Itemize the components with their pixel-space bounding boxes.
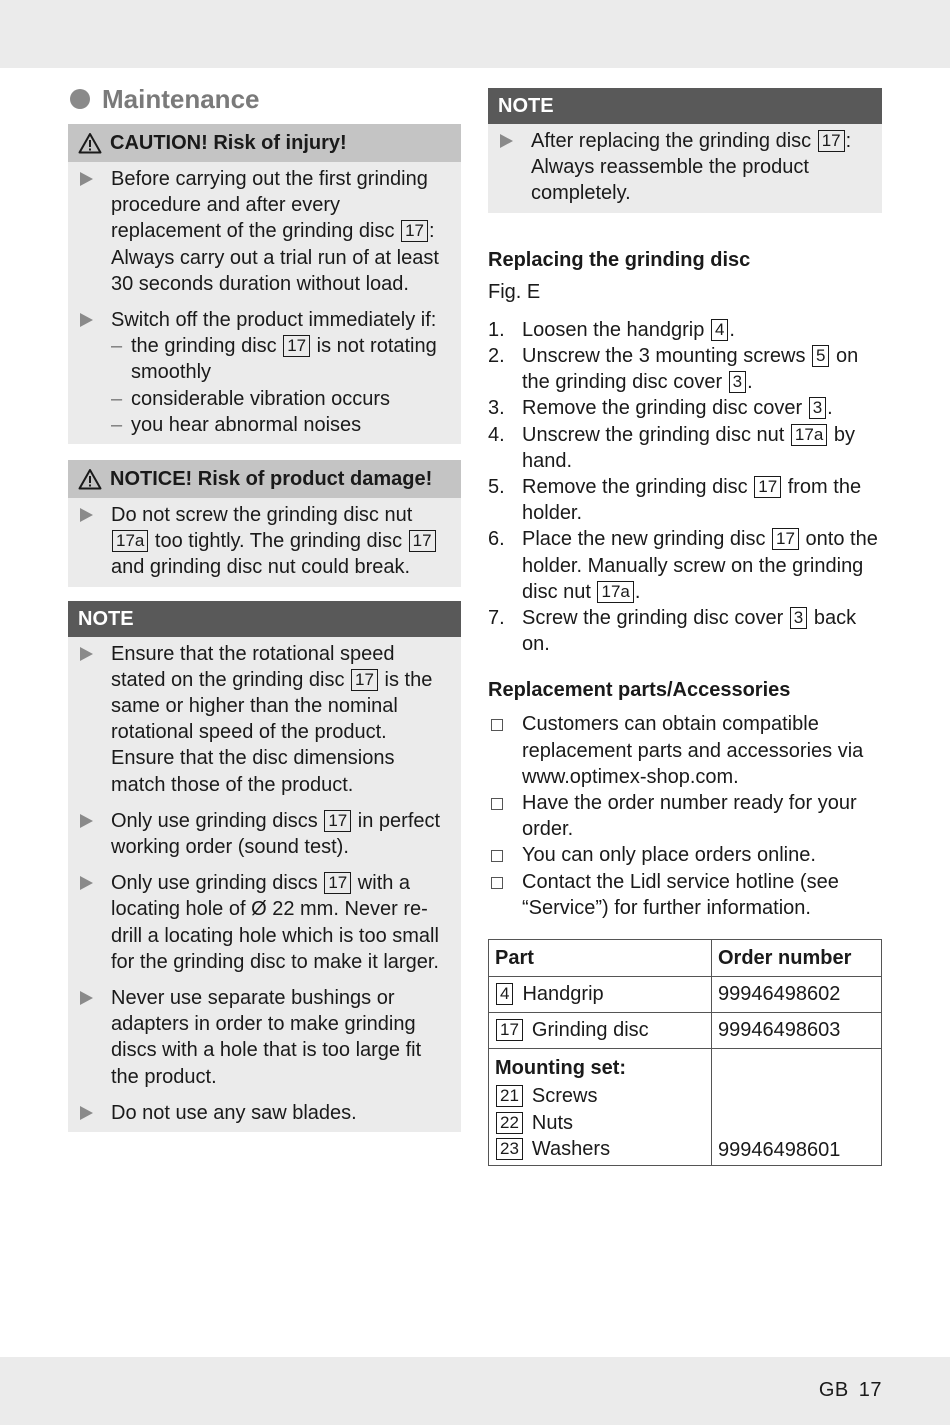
ref-number: 5 (812, 345, 829, 367)
parts-item: You can only place orders online. (488, 842, 882, 868)
caution-bullet: Switch off the product immediately if: – the grinding disc 17 is not rotating smoothly – considerable vibration occurs – you hear abnormal noises (78, 307, 451, 438)
ref-number: 17 (283, 335, 310, 357)
ref-number: 17a (112, 530, 148, 552)
notice-heading: NOTICE! Risk of product damage! (68, 460, 461, 498)
parts-item: Contact the Lidl service hotline (see “Service”) for further information. (488, 869, 882, 921)
table-header-row (489, 940, 882, 977)
checkbox-square-icon (488, 869, 522, 921)
bottom-band (0, 1357, 950, 1425)
table-row-mounting: Mounting set: 21 Screws 22 Nuts 23 Washers 99946498601 (489, 1049, 882, 1166)
ref-number: 23 (496, 1138, 523, 1160)
checkbox-square-icon (488, 790, 522, 842)
step-item: 3. Remove the grinding disc cover 3 . (488, 397, 833, 420)
ref-number: 17 (324, 872, 351, 894)
page-number: 17 (858, 1379, 882, 1401)
table-row: 4 Handgrip 99946498602 (489, 977, 882, 1013)
left-column (68, 82, 461, 1132)
step-item: 6. Place the new grinding disc 17 onto the holder. Manually screw on the grinding disc nut 17a . (488, 528, 878, 603)
ref-number: 17 (324, 810, 351, 832)
ref-number: 3 (809, 397, 826, 419)
ref-number: 3 (790, 607, 807, 629)
step-item: 2. Unscrew the 3 mounting screws 5 on the grinding disc cover 3 . (488, 345, 859, 394)
triangle-bullet-icon (78, 502, 100, 581)
replacing-section (488, 247, 882, 658)
col-part-header: Part (489, 940, 712, 977)
steps-list (488, 317, 882, 658)
mounting-item: 23 Washers (495, 1136, 705, 1163)
notice-box (68, 460, 461, 587)
ref-number: 17 (818, 130, 845, 152)
note-box (68, 601, 461, 1132)
ref-number: 21 (496, 1085, 523, 1107)
dash-item: – you hear abnormal noises (111, 413, 362, 436)
ref-number: 17 (401, 220, 428, 242)
parts-list (488, 711, 882, 921)
ref-number: 17a (791, 424, 827, 446)
dash-item: – the grinding disc 17 is not rotating smoothly (111, 335, 437, 384)
notice-bullet: Do not screw the grinding disc nut 17a too tightly. The grinding disc 17 and grinding disc nut could break. (78, 502, 451, 581)
triangle-bullet-icon (498, 128, 520, 207)
replacing-heading: Replacing the grinding disc (488, 248, 751, 271)
figure-ref: Fig. E (488, 280, 541, 303)
ref-number: 17a (597, 581, 633, 603)
note-bullet: Never use separate bushings or adapters in order to make grinding discs with a hole that is too large fit the product. (78, 985, 451, 1090)
ref-number: 4 (711, 319, 728, 341)
ref-number: 22 (496, 1112, 523, 1134)
triangle-bullet-icon (78, 1100, 100, 1126)
parts-heading: Replacement parts/Accessories (488, 679, 791, 702)
caution-bullet: Before carrying out the first grinding procedure and after every replacement of the grinding disc 17 : Always carry out a trial run of at least 30 seconds duration without load. (78, 166, 451, 297)
step-item: 5. Remove the grinding disc 17 from the holder. (488, 476, 862, 525)
bullet-dot-icon (70, 89, 90, 109)
triangle-bullet-icon (78, 307, 100, 438)
ref-number: 17 (409, 530, 436, 552)
caution-box (68, 124, 461, 444)
ref-number: 17 (754, 476, 781, 498)
triangle-bullet-icon (78, 641, 100, 798)
triangle-bullet-icon (78, 870, 100, 975)
parts-item: Customers can obtain compatible replacement parts and accessories via www.optimex-shop.com. (488, 711, 882, 790)
table-row: 17 Grinding disc 99946498603 (489, 1013, 882, 1049)
step-item: 4. Unscrew the grinding disc nut 17a by hand. (488, 423, 855, 472)
note-bullet: Ensure that the rotational speed stated on the grinding disc 17 is the same or higher than the nominal rotational speed of the product. Ensure that the disc dimensions match those of the product. (78, 641, 451, 798)
triangle-bullet-icon (78, 985, 100, 1090)
language-code: GB (818, 1379, 849, 1401)
ref-number: 17 (772, 528, 799, 550)
note-bullet: Do not use any saw blades. (78, 1100, 451, 1126)
step-item: 7. Screw the grinding disc cover 3 back on. (488, 607, 857, 656)
note-box (488, 88, 882, 213)
warning-triangle-icon (78, 468, 102, 490)
parts-item: Have the order number ready for your order. (488, 790, 882, 842)
col-order-header: Order number (712, 940, 882, 977)
section-title: Maintenance (70, 82, 461, 116)
ref-number: 17 (496, 1019, 523, 1041)
mounting-label: Mounting set: (495, 1057, 627, 1080)
page-footer (819, 1379, 882, 1402)
mounting-item: 21 Screws (495, 1083, 705, 1110)
ref-number: 4 (496, 983, 513, 1005)
note-bullet: Only use grinding discs 17 in perfect working order (sound test). (78, 808, 451, 860)
triangle-bullet-icon (78, 808, 100, 860)
parts-table (488, 939, 882, 1166)
caution-heading: CAUTION! Risk of injury! (68, 124, 461, 162)
top-band (0, 0, 950, 68)
note-heading: NOTE (68, 601, 461, 637)
warning-triangle-icon (78, 132, 102, 154)
dash-item: – considerable vibration occurs (111, 387, 391, 410)
triangle-bullet-icon (78, 166, 100, 297)
ref-number: 17 (351, 669, 378, 691)
checkbox-square-icon (488, 711, 522, 790)
checkbox-square-icon (488, 842, 522, 868)
mounting-item: 22 Nuts (495, 1110, 705, 1137)
step-item: 1. Loosen the handgrip 4 . (488, 318, 735, 341)
right-column (488, 88, 882, 1166)
note-heading: NOTE (488, 88, 882, 124)
note-bullet: Only use grinding discs 17 with a locating hole of Ø 22 mm. Never re-drill a locating hole which is too small for the grinding disc to make it larger. (78, 870, 451, 975)
parts-section (488, 677, 882, 1165)
note-bullet: After replacing the grinding disc 17 : Always reassemble the product completely. (498, 128, 872, 207)
ref-number: 3 (729, 371, 746, 393)
